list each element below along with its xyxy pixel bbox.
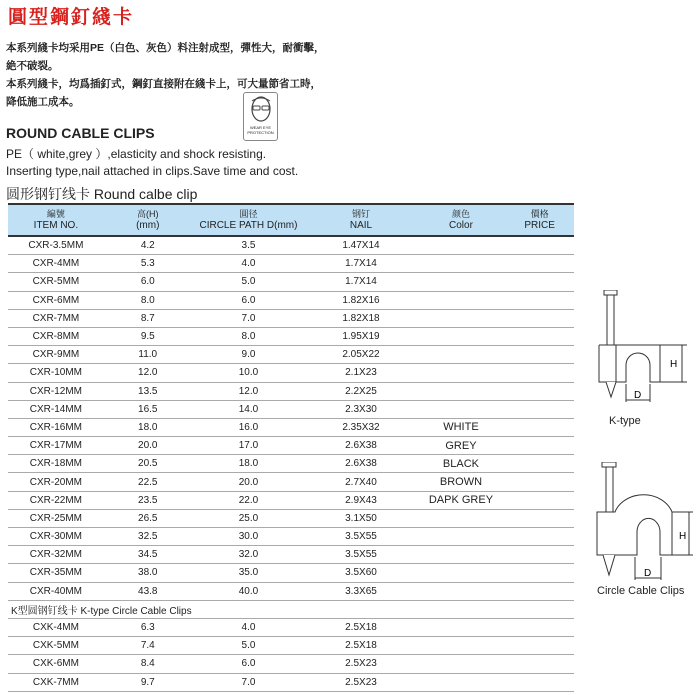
column-header-en: NAIL bbox=[349, 220, 373, 231]
price-cell bbox=[505, 400, 574, 418]
k-type-section-row bbox=[8, 600, 574, 618]
k-type-section-label: K型圆钢钉线卡 K-type Circle Cable Clips bbox=[8, 600, 574, 618]
table-row bbox=[8, 236, 574, 255]
price-cell bbox=[505, 546, 574, 564]
item-no-cell: CXK-4MM bbox=[8, 618, 104, 636]
color-cell bbox=[417, 364, 505, 382]
circle-path-cell: 7.0 bbox=[192, 309, 306, 327]
price-cell bbox=[505, 637, 574, 655]
color-cell bbox=[417, 637, 505, 655]
item-no-cell: CXR-22MM bbox=[8, 491, 104, 509]
table-row bbox=[8, 491, 574, 509]
height-cell: 34.5 bbox=[104, 546, 192, 564]
height-cell: 26.5 bbox=[104, 509, 192, 527]
price-cell bbox=[505, 382, 574, 400]
height-cell: 4.2 bbox=[104, 236, 192, 255]
price-cell bbox=[505, 327, 574, 345]
color-cell bbox=[417, 673, 505, 691]
height-cell: 16.5 bbox=[104, 400, 192, 418]
price-cell bbox=[505, 528, 574, 546]
circle-path-cell: 35.0 bbox=[192, 564, 306, 582]
table-row bbox=[8, 291, 574, 309]
color-cell bbox=[417, 255, 505, 273]
nail-cell: 2.9X43 bbox=[305, 491, 417, 509]
nail-cell: 1.47X14 bbox=[305, 236, 417, 255]
item-no-cell: CXK-5MM bbox=[8, 637, 104, 655]
intro-en-line: Inserting type,nail attached in clips.Save time and cost. bbox=[6, 164, 299, 178]
price-cell bbox=[505, 582, 574, 600]
table-row bbox=[8, 673, 574, 691]
column-header-en: Color bbox=[449, 220, 473, 231]
color-cell bbox=[417, 618, 505, 636]
circle-path-cell: 3.5 bbox=[192, 236, 306, 255]
column-header bbox=[505, 204, 574, 236]
item-no-cell: CXR-6MM bbox=[8, 291, 104, 309]
column-header bbox=[104, 204, 192, 236]
price-cell bbox=[505, 564, 574, 582]
table-row bbox=[8, 546, 574, 564]
intro-cn-line: 本系列綫卡，均爲插釘式，鋼釘直接附在綫卡上，可大量節省工時， bbox=[6, 78, 321, 90]
color-cell: GREY bbox=[417, 437, 505, 455]
goggles-face-icon bbox=[249, 95, 273, 125]
intro-cn-line: 本系列綫卡均采用PE（白色、灰色）料注射成型，彈性大，耐衝擊， bbox=[6, 42, 325, 54]
circle-path-cell: 30.0 bbox=[192, 528, 306, 546]
item-no-cell: CXK-7MM bbox=[8, 673, 104, 691]
column-header bbox=[192, 204, 306, 236]
nail-cell: 2.2X25 bbox=[305, 382, 417, 400]
color-cell bbox=[417, 400, 505, 418]
column-header-cn: 钢钉 bbox=[351, 209, 370, 219]
circle-path-cell: 8.0 bbox=[192, 327, 306, 345]
color-cell: WHITE bbox=[417, 418, 505, 436]
table-row bbox=[8, 364, 574, 382]
circle-path-cell: 9.0 bbox=[192, 346, 306, 364]
column-header bbox=[417, 204, 505, 236]
nail-cell: 3.1X50 bbox=[305, 509, 417, 527]
price-cell bbox=[505, 236, 574, 255]
height-cell: 6.0 bbox=[104, 273, 192, 291]
height-cell: 32.5 bbox=[104, 528, 192, 546]
h-label: H bbox=[679, 531, 687, 542]
item-no-cell: CXK-6MM bbox=[8, 655, 104, 673]
circle-path-cell: 12.0 bbox=[192, 382, 306, 400]
table-row bbox=[8, 564, 574, 582]
height-cell: 13.5 bbox=[104, 382, 192, 400]
table-row bbox=[8, 400, 574, 418]
height-cell: 8.7 bbox=[104, 309, 192, 327]
badge-text: WEAR EYE PROTECTION bbox=[247, 125, 274, 135]
table-row bbox=[8, 528, 574, 546]
h-label: H bbox=[670, 359, 678, 370]
item-no-cell: CXR-40MM bbox=[8, 582, 104, 600]
table-row bbox=[8, 255, 574, 273]
item-no-cell: CXR-3.5MM bbox=[8, 236, 104, 255]
item-no-cell: CXR-10MM bbox=[8, 364, 104, 382]
column-header-cn: 價格 bbox=[530, 209, 549, 219]
item-no-cell: CXR-16MM bbox=[8, 418, 104, 436]
price-cell bbox=[505, 455, 574, 473]
nail-cell: 3.5X55 bbox=[305, 528, 417, 546]
price-cell bbox=[505, 473, 574, 491]
item-no-cell: CXR-9MM bbox=[8, 346, 104, 364]
table-row bbox=[8, 309, 574, 327]
table-row bbox=[8, 473, 574, 491]
circle-path-cell: 6.0 bbox=[192, 291, 306, 309]
color-cell bbox=[417, 564, 505, 582]
price-cell bbox=[505, 418, 574, 436]
item-no-cell: CXR-20MM bbox=[8, 473, 104, 491]
height-cell: 9.5 bbox=[104, 327, 192, 345]
item-no-cell: CXR-4MM bbox=[8, 255, 104, 273]
nail-cell: 1.82X16 bbox=[305, 291, 417, 309]
intro-cn-line: 降低施工成本。 bbox=[6, 96, 80, 108]
item-no-cell: CXR-17MM bbox=[8, 437, 104, 455]
price-cell bbox=[505, 309, 574, 327]
height-cell: 38.0 bbox=[104, 564, 192, 582]
nail-cell: 3.5X55 bbox=[305, 546, 417, 564]
item-no-cell: CXR-25MM bbox=[8, 509, 104, 527]
price-cell bbox=[505, 673, 574, 691]
color-cell bbox=[417, 327, 505, 345]
price-cell bbox=[505, 255, 574, 273]
table-row bbox=[8, 655, 574, 673]
circle-clip-diagram bbox=[595, 462, 695, 587]
table-row bbox=[8, 327, 574, 345]
circle-path-cell: 6.0 bbox=[192, 655, 306, 673]
height-cell: 43.8 bbox=[104, 582, 192, 600]
column-header-en: ITEM NO. bbox=[33, 220, 79, 231]
circle-path-cell: 7.0 bbox=[192, 673, 306, 691]
height-cell: 7.4 bbox=[104, 637, 192, 655]
color-cell bbox=[417, 291, 505, 309]
nail-cell: 1.7X14 bbox=[305, 273, 417, 291]
price-cell bbox=[505, 491, 574, 509]
item-no-cell: CXR-35MM bbox=[8, 564, 104, 582]
table-row bbox=[8, 382, 574, 400]
height-cell: 8.0 bbox=[104, 291, 192, 309]
table-row bbox=[8, 273, 574, 291]
color-cell: BLACK bbox=[417, 455, 505, 473]
table-row bbox=[8, 509, 574, 527]
table-row bbox=[8, 582, 574, 600]
nail-cell: 1.95X19 bbox=[305, 327, 417, 345]
circle-path-cell: 18.0 bbox=[192, 455, 306, 473]
table-row bbox=[8, 455, 574, 473]
color-cell bbox=[417, 582, 505, 600]
price-cell bbox=[505, 346, 574, 364]
circle-path-cell: 14.0 bbox=[192, 400, 306, 418]
price-cell bbox=[505, 655, 574, 673]
nail-cell: 2.5X18 bbox=[305, 618, 417, 636]
wear-eye-protection-badge bbox=[243, 92, 278, 141]
height-cell: 23.5 bbox=[104, 491, 192, 509]
intro-cn-line: 絶不破裂。 bbox=[6, 60, 59, 72]
k-type-caption: K-type bbox=[609, 415, 641, 427]
nail-cell: 2.5X23 bbox=[305, 673, 417, 691]
nail-cell: 3.3X65 bbox=[305, 582, 417, 600]
circle-path-cell: 5.0 bbox=[192, 637, 306, 655]
color-cell bbox=[417, 528, 505, 546]
height-cell: 18.0 bbox=[104, 418, 192, 436]
circle-clip-caption: Circle Cable Clips bbox=[597, 585, 685, 597]
height-cell: 22.5 bbox=[104, 473, 192, 491]
color-cell bbox=[417, 382, 505, 400]
nail-cell: 2.5X23 bbox=[305, 655, 417, 673]
nail-cell: 2.05X22 bbox=[305, 346, 417, 364]
nail-cell: 2.35X32 bbox=[305, 418, 417, 436]
item-no-cell: CXR-7MM bbox=[8, 309, 104, 327]
d-label: D bbox=[634, 390, 642, 401]
circle-path-cell: 16.0 bbox=[192, 418, 306, 436]
price-cell bbox=[505, 437, 574, 455]
color-cell bbox=[417, 236, 505, 255]
item-no-cell: CXR-12MM bbox=[8, 382, 104, 400]
height-cell: 11.0 bbox=[104, 346, 192, 364]
nail-cell: 2.6X38 bbox=[305, 455, 417, 473]
circle-path-cell: 10.0 bbox=[192, 364, 306, 382]
table-row bbox=[8, 437, 574, 455]
color-cell bbox=[417, 655, 505, 673]
table-row bbox=[8, 637, 574, 655]
item-no-cell: CXR-5MM bbox=[8, 273, 104, 291]
page-title: 圓型鋼釘綫卡 bbox=[8, 6, 135, 28]
column-header-en: PRICE bbox=[524, 220, 555, 231]
table-row bbox=[8, 418, 574, 436]
circle-path-cell: 4.0 bbox=[192, 618, 306, 636]
item-no-cell: CXR-18MM bbox=[8, 455, 104, 473]
nail-cell: 2.7X40 bbox=[305, 473, 417, 491]
color-cell bbox=[417, 346, 505, 364]
height-cell: 8.4 bbox=[104, 655, 192, 673]
height-cell: 20.5 bbox=[104, 455, 192, 473]
spec-table bbox=[8, 203, 574, 692]
color-cell bbox=[417, 273, 505, 291]
column-header-en: CIRCLE PATH D(mm) bbox=[199, 220, 298, 231]
price-cell bbox=[505, 291, 574, 309]
nail-cell: 1.82X18 bbox=[305, 309, 417, 327]
item-no-cell: CXR-32MM bbox=[8, 546, 104, 564]
k-type-clip-diagram bbox=[595, 290, 695, 420]
price-cell bbox=[505, 509, 574, 527]
table-row bbox=[8, 346, 574, 364]
d-label: D bbox=[644, 568, 652, 579]
column-header-en: (mm) bbox=[136, 220, 160, 231]
item-no-cell: CXR-8MM bbox=[8, 327, 104, 345]
nail-cell: 3.5X60 bbox=[305, 564, 417, 582]
color-cell bbox=[417, 509, 505, 527]
table-row bbox=[8, 618, 574, 636]
color-cell bbox=[417, 546, 505, 564]
circle-path-cell: 32.0 bbox=[192, 546, 306, 564]
color-cell: BROWN bbox=[417, 473, 505, 491]
column-header bbox=[8, 204, 104, 236]
price-cell bbox=[505, 618, 574, 636]
item-no-cell: CXR-14MM bbox=[8, 400, 104, 418]
price-cell bbox=[505, 364, 574, 382]
circle-path-cell: 25.0 bbox=[192, 509, 306, 527]
nail-cell: 1.7X14 bbox=[305, 255, 417, 273]
circle-path-cell: 40.0 bbox=[192, 582, 306, 600]
column-header-cn: 編號 bbox=[46, 209, 65, 219]
item-no-cell: CXR-30MM bbox=[8, 528, 104, 546]
height-cell: 9.7 bbox=[104, 673, 192, 691]
section-heading: ROUND CABLE CLIPS bbox=[6, 125, 155, 141]
height-cell: 20.0 bbox=[104, 437, 192, 455]
color-cell bbox=[417, 309, 505, 327]
nail-cell: 2.3X30 bbox=[305, 400, 417, 418]
column-header bbox=[305, 204, 417, 236]
height-cell: 5.3 bbox=[104, 255, 192, 273]
column-header-cn: 高(H) bbox=[137, 209, 159, 219]
table-subtitle: 圆形钢钉线卡 Round calbe clip bbox=[6, 186, 198, 202]
intro-en-line: PE（ white,grey ）,elasticity and shock resisting. bbox=[6, 147, 267, 161]
circle-path-cell: 22.0 bbox=[192, 491, 306, 509]
circle-path-cell: 4.0 bbox=[192, 255, 306, 273]
circle-path-cell: 5.0 bbox=[192, 273, 306, 291]
column-header-cn: 颜色 bbox=[451, 209, 470, 219]
column-header-cn: 圓径 bbox=[239, 209, 258, 219]
nail-cell: 2.5X18 bbox=[305, 637, 417, 655]
circle-path-cell: 20.0 bbox=[192, 473, 306, 491]
height-cell: 12.0 bbox=[104, 364, 192, 382]
color-cell: DAPK GREY bbox=[417, 491, 505, 509]
nail-cell: 2.6X38 bbox=[305, 437, 417, 455]
price-cell bbox=[505, 273, 574, 291]
nail-cell: 2.1X23 bbox=[305, 364, 417, 382]
height-cell: 6.3 bbox=[104, 618, 192, 636]
circle-path-cell: 17.0 bbox=[192, 437, 306, 455]
